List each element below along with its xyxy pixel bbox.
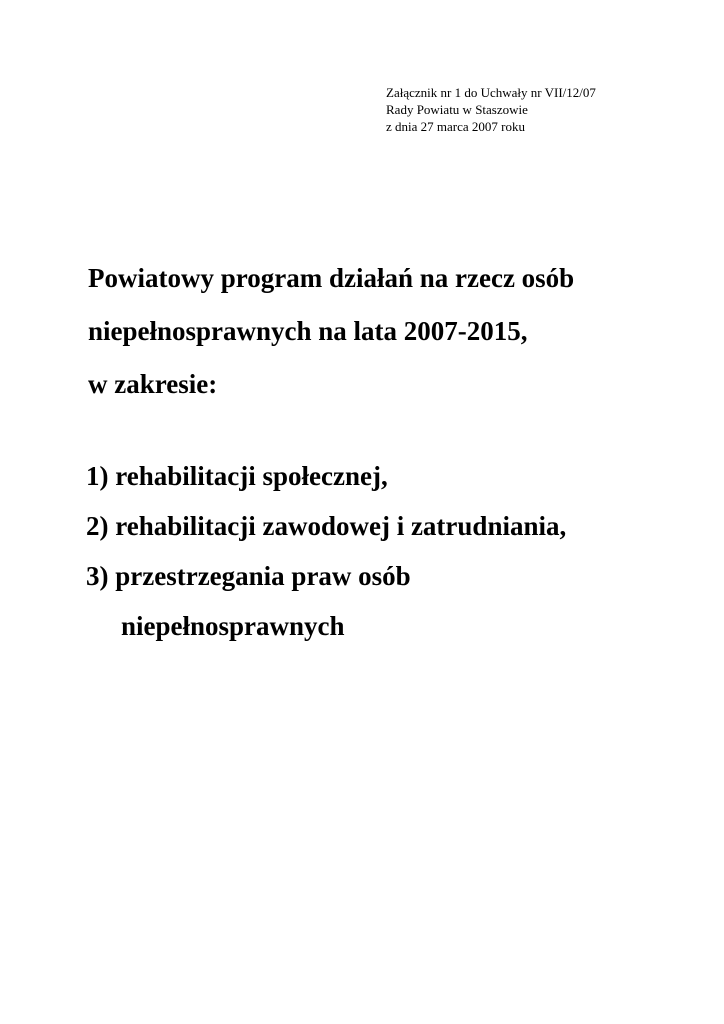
title-line: w zakresie:	[88, 369, 218, 399]
scope-item: 3) przestrzegania praw osób	[86, 561, 411, 591]
annex-header	[386, 84, 596, 135]
annex-line: Rady Powiatu w Staszowie	[386, 102, 528, 117]
scope-item: 1) rehabilitacji społecznej,	[86, 461, 388, 491]
scope-list	[86, 451, 566, 651]
title-line: niepełnosprawnych na lata 2007-2015,	[88, 316, 528, 346]
title-line: Powiatowy program działań na rzecz osób	[88, 263, 575, 293]
document-title	[88, 252, 574, 411]
annex-line: Załącznik nr 1 do Uchwały nr VII/12/07	[386, 85, 596, 100]
annex-line: z dnia 27 marca 2007 roku	[386, 119, 525, 134]
scope-item: 2) rehabilitacji zawodowej i zatrudniania,	[86, 511, 567, 541]
scope-item-continuation: niepełnosprawnych	[121, 611, 345, 641]
